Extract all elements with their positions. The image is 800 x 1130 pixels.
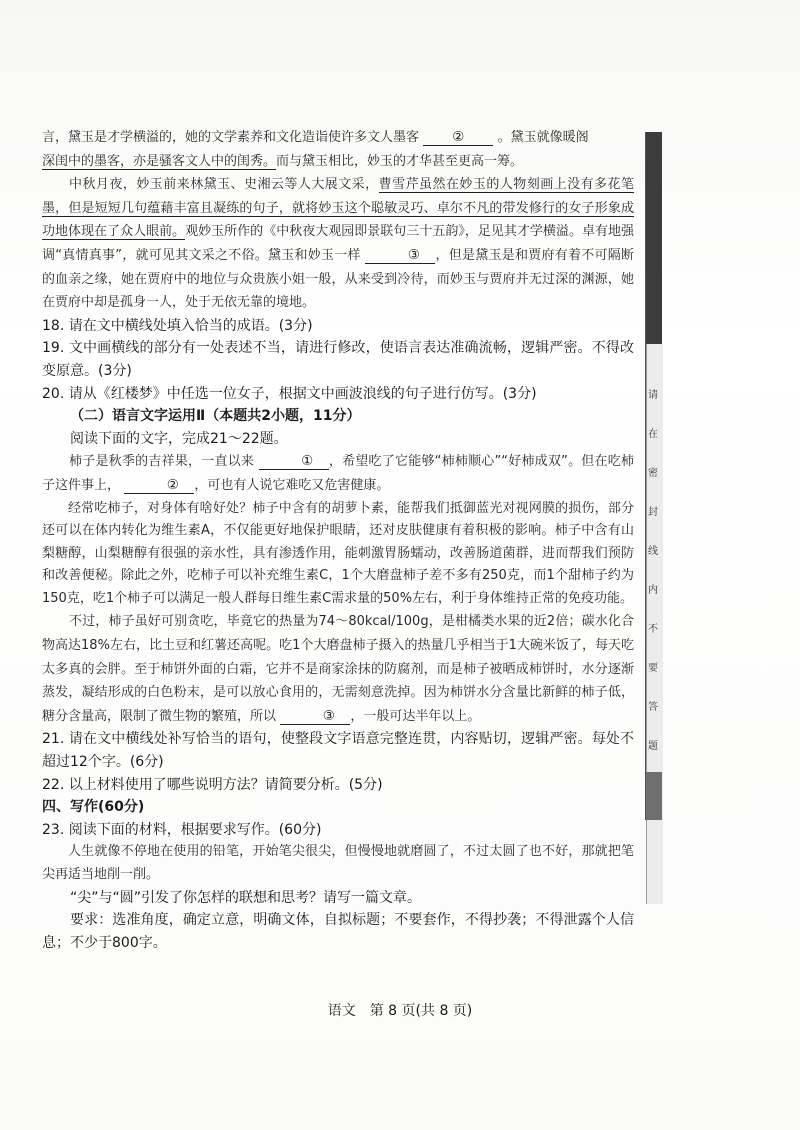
section-heading: （二）语言文字运用Ⅱ（本题共2小题，11分） (70, 408, 361, 425)
passage-text: 不过，柿子虽好可别贪吃，毕竟它的热量为74～80kcal/100g，是柑橘类水果的近2倍；碳水化合物高达18%左右，比土豆和红薯还高呢。吃1个大磨盘柿子摄入的热量几乎相当于1大碗米饭了，每天吃太多真的会胖。至于柿饼外面的白霜，它并不是商家涂抹的防腐剂，而是柿子被晒成柿饼时，水分逐渐蒸发，凝结形成的白色粉末，是可以放心食用的，无需刻意洗掉。因为柿饼水分含量比新鲜的柿子低，糖分含量高，限制了微生物的繁殖，所以 (42, 614, 634, 724)
persimmon-paragraph-3 (42, 610, 634, 728)
question-21: 21. 请在文中横线处补写恰当的语句，使整段文字语意完整连贯，内容贴切，逻辑严密。每处不超过12个字。(6分) (42, 731, 634, 771)
passage-text: 观妙玉所作的《中秋夜大观园即景联句三十五韵》，足见其才学横溢。卓有地强调“真情真事”，就可见其文采之不俗。黛玉和妙玉一样 (42, 224, 634, 263)
question-22: 22. 以上材料使用了哪些说明方法？请简要分析。(5分) (42, 776, 383, 793)
writing-heading: 四、写作(60分) (42, 799, 145, 816)
blank-3-top: ③ (365, 247, 435, 264)
passage-text: ，希望吃了它能够“柿柿顺心”“好柿成双”。但在吃柿子这件事上， (42, 454, 634, 493)
passage-text: 中秋月夜，妙玉前来林黛玉、史湘云等人大展文采， (69, 177, 379, 193)
passage-text: 言，黛玉是才学横溢的，她的文学素养和文化造诣使许多文人墨客 (42, 130, 420, 145)
passage-text: ，一般可达半年以上。 (350, 708, 481, 724)
writing-material: 人生就像不停地在使用的铅笔，开始笔尖很尖，但慢慢地就磨圆了，不过太圆了也不好，那就把笔尖再适当地削一削。 (42, 844, 634, 882)
underlined-sentence: 曹雪芹虽然在妙玉的人物刻画上没有多花笔墨，但是短短几句蕴藉丰富且凝练的句子，就将妙玉这个聪敏灵巧、卓尔不凡的带发修行的女子形象成功地体现在了众人眼前。 (42, 177, 634, 240)
sidebar-char: 要 (648, 663, 658, 674)
blank-2-top: ② (423, 129, 493, 146)
sidebar-char: 答 (648, 702, 658, 713)
passage-text: 柿子是秋季的吉祥果，一直以来 (69, 454, 255, 470)
page-content (42, 126, 634, 954)
blank-2: ② (124, 477, 194, 494)
writing-requirements: 要求：选准角度，确定立意，明确文体，自拟标题；不要套作，不得抄袭；不得泄露个人信息；不少于800字。 (42, 912, 634, 951)
binding-strip-bottom (646, 772, 662, 820)
blank-1: ① (259, 453, 329, 470)
sidebar-char: 密 (648, 468, 658, 479)
question-20: 20. 请从《红楼梦》中任选一位女子，根据文中画波浪线的句子进行仿写。(3分) (42, 385, 537, 402)
passage-text: 。黛玉就像暖阁 (497, 130, 589, 145)
passage-top-line (42, 126, 634, 150)
passage-text: ，可也有人说它难吃又危害健康。 (194, 477, 390, 493)
sidebar-char: 请 (648, 390, 658, 401)
binding-strip-top (646, 132, 662, 344)
page-footer: 语文 第 8 页(共 8 页) (327, 1003, 473, 1019)
sidebar-char: 内 (648, 585, 658, 596)
passage-text: ，但是黛玉是和贾府有着不可隔断的血亲之缘，她在贾府中的地位与众贵族小姐一般，从来受到冷待，而妙玉与贾府并无过深的渊源，她在贾府中却是孤身一人，处于无依无靠的境地。 (42, 247, 634, 311)
blank-3: ③ (280, 708, 350, 725)
sidebar-char: 题 (648, 741, 658, 752)
writing-prompt: “尖”与“圆”引发了你怎样的联想和思考？请写一篇文章。 (70, 889, 422, 906)
sidebar-char: 不 (648, 624, 658, 635)
passage-top-line (42, 150, 634, 174)
sidebar-char: 线 (648, 546, 658, 557)
underlined-text: 深闺中的墨客，亦是骚客文人中的闺秀。 (42, 153, 277, 169)
passage-paragraph (42, 173, 634, 315)
persimmon-paragraph-1 (42, 450, 634, 497)
persimmon-paragraph-2: 经常吃柿子，对身体有啥好处？柿子中含有的胡萝卜素，能帮我们抵御蓝光对视网膜的损伤，部分还可以在体内转化为维生素A，不仅能更好地保护眼睛，还对皮肤健康有着积极的影响。柿子中含有山梨糖醇，山梨糖醇有很强的亲水性，具有渗透作用，能刺激胃肠蠕动，改善肠道菌群，进而帮我们预防和改善便秘。除此之外，吃柿子可以补充维生素C，1个大磨盘柿子差不多有250克，而1个甜柿子约为150克，吃1个柿子可以满足一般人群每日维生素C需求量的50%左右，利于身体维持正常的免疫功能。 (42, 500, 634, 606)
question-23: 23. 阅读下面的材料，根据要求写作。(60分) (42, 821, 322, 838)
question-18: 18. 请在文中横线处填入恰当的成语。(3分) (42, 317, 313, 334)
question-19: 19. 文中画横线的部分有一处表述不当，请进行修改，使语言表达准确流畅，逻辑严密。不得改变原意。(3分) (42, 340, 634, 379)
section-instruction: 阅读下面的文字，完成21～22题。 (70, 430, 288, 447)
passage-text: 而与黛玉相比，妙玉的才华甚至更高一筹。 (276, 153, 524, 169)
sidebar-char: 在 (648, 429, 658, 440)
sidebar-char: 封 (648, 507, 658, 518)
